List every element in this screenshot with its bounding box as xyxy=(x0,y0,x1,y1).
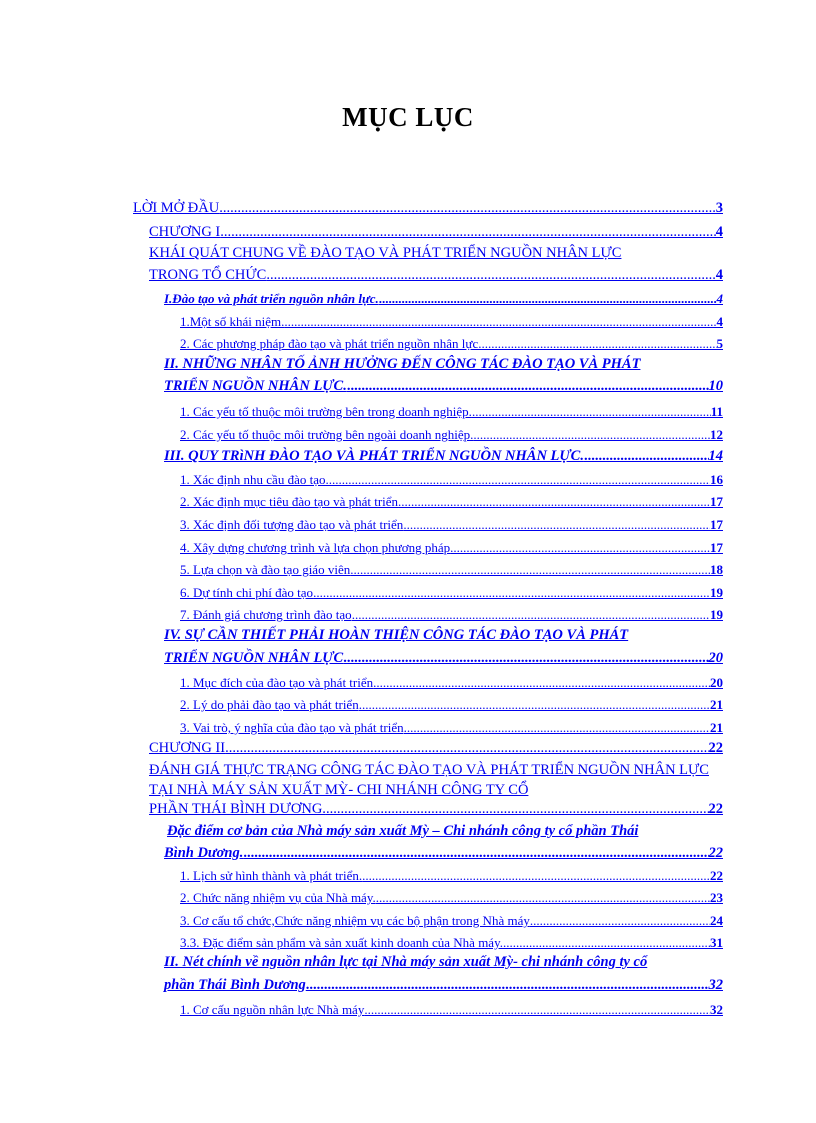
toc-entry-text: CHƯƠNG II xyxy=(149,740,226,756)
dot-leader xyxy=(376,890,710,906)
dot-leader xyxy=(359,697,710,713)
toc-entry[interactable] xyxy=(149,245,723,262)
toc-entry-text: 2. Xác định mục tiêu đào tạo và phát triển xyxy=(180,494,399,509)
toc-entry-text: phần Thái Bình Dương xyxy=(164,977,306,993)
dot-leader xyxy=(404,720,710,736)
dot-leader xyxy=(306,977,709,994)
toc-entry-page: 21 xyxy=(710,697,723,712)
toc-entry-text: KHÁI QUÁT CHUNG VỀ ĐÀO TẠO VÀ PHÁT TRIỂN NGUỒN NHÂN LỰC xyxy=(149,245,622,261)
toc-entry-text: 3. Cơ cấu tổ chức,Chức năng nhiệm vụ các bộ phận trong Nhà máy xyxy=(180,913,530,928)
toc-entry-text: 1.Một số khái niệm. xyxy=(180,314,285,329)
dot-leader xyxy=(352,607,710,623)
toc-entry-page: 22 xyxy=(708,801,723,817)
toc-entry-page: 14 xyxy=(708,448,723,464)
toc-entry-page: 10 xyxy=(708,378,723,394)
dot-leader xyxy=(362,868,710,884)
toc-entry-page: 22 xyxy=(708,845,723,861)
dot-leader xyxy=(364,1002,710,1018)
toc-entry-text: 3.3. Đặc điểm sản phẩm và sản xuất kinh doanh của Nhà máy. xyxy=(180,935,503,950)
toc-entry[interactable] xyxy=(149,224,723,241)
toc-entry[interactable] xyxy=(180,494,723,510)
toc-entry[interactable] xyxy=(180,607,723,623)
toc-entry[interactable] xyxy=(180,868,723,884)
toc-entry-page: 4 xyxy=(715,224,723,240)
toc-entry-text: TRIỂN NGUỒN NHÂN LỰC. xyxy=(164,378,347,394)
toc-entry[interactable] xyxy=(180,404,723,420)
dot-leader xyxy=(343,650,708,667)
dot-leader xyxy=(473,427,710,443)
toc-entry-text: 2. Chức năng nhiệm vụ của Nhà máy. xyxy=(180,890,376,905)
toc-entry[interactable] xyxy=(164,845,723,862)
toc-entry-page: 4 xyxy=(716,291,723,306)
toc-entry[interactable] xyxy=(164,448,723,465)
dot-leader xyxy=(284,314,716,330)
toc-entry-text: III. QUY TRìNH ĐÀO TẠO VÀ PHÁT TRIỂN NGUỒN NHÂN LỰC. xyxy=(164,448,584,464)
toc-entry[interactable] xyxy=(180,314,723,330)
toc-entry[interactable] xyxy=(180,913,723,929)
toc-entry-text: TRIỂN NGUỒN NHÂN LỰC xyxy=(164,650,344,666)
dot-leader xyxy=(403,517,710,533)
toc-entry-text: Đặc điểm cơ bản của Nhà máy sản xuất Mỳ – Chi nhánh công ty cổ phần Thái xyxy=(167,823,639,839)
toc-entry-text: 1. Cơ cấu nguồn nhân lực Nhà máy xyxy=(180,1002,365,1017)
toc-entry-page: 23 xyxy=(710,890,723,905)
toc-entry[interactable] xyxy=(164,291,723,307)
toc-entry[interactable] xyxy=(149,760,723,800)
toc-entry-page: 32 xyxy=(708,977,723,993)
dot-leader xyxy=(584,448,709,465)
page-title: MỤC LỤC xyxy=(342,102,474,132)
toc-entry-text: Bình Dương. xyxy=(164,845,244,861)
toc-entry-text: 3. Xác định đối tượng đào tạo và phát triển xyxy=(180,517,404,532)
toc-entry[interactable] xyxy=(149,740,723,757)
toc-entry-text: 1. Lịch sử hình thành và phát triển. xyxy=(180,868,363,883)
dot-leader xyxy=(325,472,710,488)
toc-entry-text: IV. SỰ CẦN THIẾT PHẢI HOÀN THIỆN CÔNG TÁC ĐÀO TẠO VÀ PHÁT xyxy=(164,627,629,643)
dot-leader xyxy=(472,404,711,420)
toc-entry-page: 19 xyxy=(710,585,723,600)
toc-entry[interactable] xyxy=(180,935,723,951)
dot-leader xyxy=(220,224,715,241)
toc-entry-page: 31 xyxy=(710,935,723,950)
dot-leader xyxy=(530,913,710,929)
toc-entry-page: 3 xyxy=(715,200,723,216)
toc-entry-text: I.Đào tạo và phát triển nguồn nhân lực. xyxy=(164,291,379,306)
toc-entry-text: 4. Xây dựng chương trình và lựa chọn phương pháp xyxy=(180,540,451,555)
toc-entry[interactable] xyxy=(180,562,723,578)
toc-entry[interactable] xyxy=(180,1002,723,1018)
toc-entry-page: 17 xyxy=(710,517,723,532)
toc-entry[interactable] xyxy=(180,720,723,736)
toc-entry-page: 11 xyxy=(710,404,723,419)
dot-leader xyxy=(225,740,708,757)
toc-entry[interactable] xyxy=(164,977,723,994)
toc-entry[interactable] xyxy=(180,675,723,691)
toc-entry-text: 1. Các yếu tố thuộc môi trường bên trong doanh nghiệp. xyxy=(180,404,472,419)
toc-entry-text: 6. Dự tính chi phí đào tạo xyxy=(180,585,314,600)
toc-entry[interactable] xyxy=(164,356,723,373)
toc-entry[interactable] xyxy=(180,472,723,488)
toc-entry-text: 1. Mục đích của đào tạo và phát triển xyxy=(180,675,374,690)
toc-entry-text: 2. Các yếu tố thuộc môi trường bên ngoài doanh nghiệp. xyxy=(180,427,474,442)
dot-leader xyxy=(350,562,710,578)
toc-entry[interactable] xyxy=(180,336,723,352)
dot-leader xyxy=(326,801,709,818)
toc-entry-text: LỜI MỞ ĐẦU xyxy=(133,200,220,216)
toc-entry-text: 2. Lý do phải đào tạo và phát triển xyxy=(180,697,359,712)
dot-leader xyxy=(398,494,710,510)
toc-entry[interactable] xyxy=(180,890,723,906)
toc-entry-page: 17 xyxy=(710,494,723,509)
dot-leader xyxy=(313,585,710,601)
toc-entry[interactable] xyxy=(180,427,723,443)
toc-entry[interactable] xyxy=(164,627,723,644)
dot-leader xyxy=(347,378,709,395)
toc-entry-page: 19 xyxy=(710,607,723,622)
dot-leader xyxy=(503,935,710,951)
toc-entry-page: 22 xyxy=(710,868,723,883)
toc-entry-page: 17 xyxy=(710,540,723,555)
toc-entry[interactable] xyxy=(164,650,723,667)
toc-entry[interactable] xyxy=(180,540,723,556)
toc-entry-page: 20 xyxy=(710,675,723,690)
toc-entry-page: 4 xyxy=(715,267,723,283)
toc-entry-page: 24 xyxy=(710,913,723,928)
dot-leader xyxy=(450,540,710,556)
toc-entry-page: 22 xyxy=(708,740,723,756)
toc-entry[interactable] xyxy=(149,267,723,284)
toc-entry-text: II. Nét chính về nguồn nhân lực tại Nhà máy sản xuất Mỳ- chi nhánh công ty cổ xyxy=(164,954,648,970)
toc-entry[interactable] xyxy=(149,801,723,818)
toc-entry[interactable] xyxy=(164,954,723,971)
toc-entry-page: 21 xyxy=(710,720,723,735)
dot-leader xyxy=(266,267,715,284)
toc-entry-text: 1. Xác định nhu cầu đào tạo xyxy=(180,472,326,487)
toc-entry-page: 32 xyxy=(710,1002,723,1017)
toc-entry-page: 16 xyxy=(710,472,723,487)
toc-entry-text: TRONG TỔ CHỨC xyxy=(149,267,267,283)
toc-entry[interactable] xyxy=(180,517,723,533)
toc-entry-page: 12 xyxy=(710,427,723,442)
toc-entry[interactable] xyxy=(164,378,723,395)
toc-entry-text: CHƯƠNG I xyxy=(149,224,221,240)
toc-entry[interactable] xyxy=(180,585,723,601)
dot-leader xyxy=(373,675,710,691)
toc-entry-page: 20 xyxy=(708,650,723,666)
dot-leader xyxy=(379,291,717,307)
toc-entry[interactable] xyxy=(133,200,723,217)
toc-entry-page: 4 xyxy=(716,314,723,329)
dot-leader xyxy=(243,845,708,862)
toc-entry-page: 18 xyxy=(710,562,723,577)
dot-leader xyxy=(481,336,716,352)
toc-entry[interactable] xyxy=(180,697,723,713)
toc-entry-text: II. NHỮNG NHÂN TỐ ẢNH HƯỞNG ĐẾN CÔNG TÁC ĐÀO TẠO VÀ PHÁT xyxy=(164,356,641,372)
toc-entry-page: 5 xyxy=(716,336,723,351)
toc-entry-text: PHẦN THÁI BÌNH DƯƠNG. xyxy=(149,801,326,817)
toc-entry-text: 7. Đánh giá chương trình đào tạo xyxy=(180,607,352,622)
dot-leader xyxy=(219,200,716,217)
toc-entry-text: 5. Lựa chọn và đào tạo giáo viên xyxy=(180,562,351,577)
toc-entry[interactable] xyxy=(167,823,723,840)
toc-entry-text: 2. Các phương pháp đào tạo và phát triển nguồn nhân lực. xyxy=(180,336,482,351)
toc-entry-text: ĐÁNH GIÁ THỰC TRẠNG CÔNG TÁC ĐÀO TẠO VÀ PHÁT TRIỂN NGUỒN NHÂN LỰC TẠI NHÀ MÁY SẢN XUẤT MỲ- CHI NHÁNH CÔNG TY CỔ xyxy=(149,762,709,798)
toc-entry-text: 3. Vai trò, ý nghĩa của đào tạo và phát triển xyxy=(180,720,404,735)
